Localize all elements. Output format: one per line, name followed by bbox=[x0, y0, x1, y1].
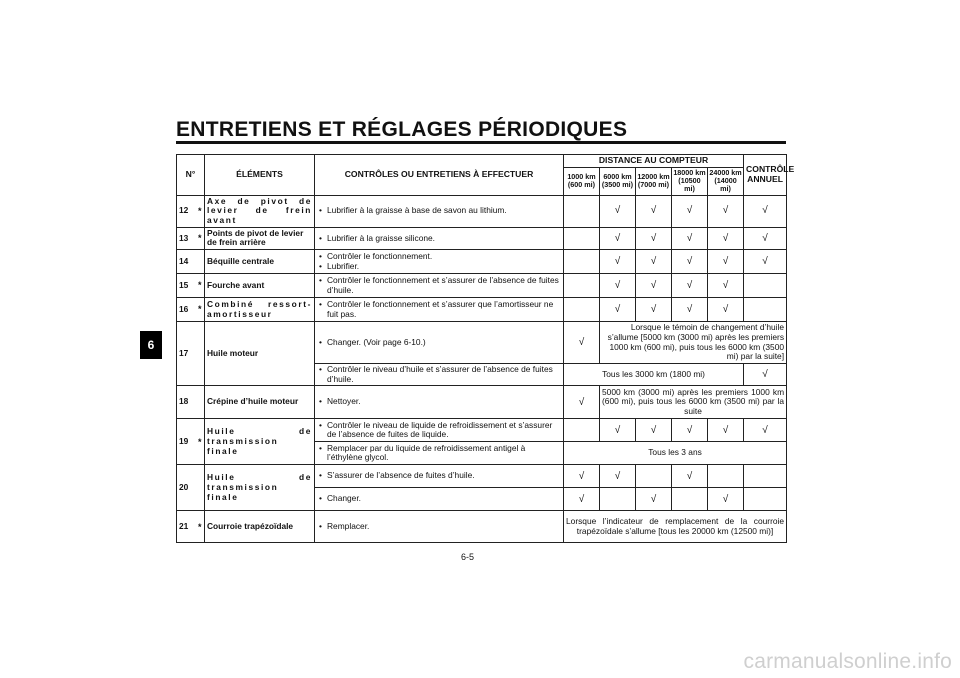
table-row: 17 Huile moteur • Changer. (Voir page 6-10.) √ Lorsque le témoin de changement d’huile s’allume [5000 km (3000 mi) après les premiers 1000 km (600 mi), puis tous les 6000 km (3500 mi) par la suite] bbox=[177, 322, 787, 364]
interval-note: Tous les 3 ans bbox=[564, 442, 787, 465]
row-item: Crépine d’huile moteur bbox=[205, 386, 315, 419]
interval-24000: 24000 km (14000 mi) bbox=[709, 167, 742, 194]
table-row: • Contrôler le niveau d’huile et s’assurer de l’absence de fuites d’huile. Tous les 3000 km (1800 mi) √ bbox=[177, 364, 787, 386]
row-item: Huile de transmission finale bbox=[205, 419, 315, 465]
table-row: 16 * Combiné ressort-amortisseur • Contrôler le fonctionnement et s’assurer que l’amortisseur ne fuit pas. √ √ √ √ bbox=[177, 298, 787, 322]
page-title: ENTRETIENS ET RÉGLAGES PÉRIODIQUES bbox=[176, 118, 628, 141]
row-item: Huile de transmission finale bbox=[205, 465, 315, 511]
table-row: 12 * Axe de pivot de levier de frein avant • Lubrifier à la graisse à base de savon au lithium. √ √ √ √ √ bbox=[177, 195, 787, 227]
watermark: carmanualsonline.info bbox=[743, 650, 952, 673]
row-item: Huile moteur bbox=[205, 322, 315, 386]
row-item: Béquille centrale bbox=[205, 250, 315, 274]
table-row: 13 * Points de pivot de levier de frein arrière • Lubrifier à la graisse silicone. √ √ √ √ √ bbox=[177, 227, 787, 249]
table-row: 18 Crépine d’huile moteur • Nettoyer. √ 5000 km (3000 mi) après les premiers 1000 km (600 mi), puis tous les 6000 km (3500 mi) par la suite bbox=[177, 386, 787, 419]
header-row bbox=[177, 155, 787, 168]
row-item: Combiné ressort-amortisseur bbox=[205, 298, 315, 322]
table-row: 21 * Courroie trapézoïdale • Remplacer. Lorsque l’indicateur de remplacement de la courroie trapézoïdale s’allume [tous les 20000 km (12500 mi)] bbox=[177, 511, 787, 543]
table-row: 14 Béquille centrale • Contrôler le fonctionnement. • Lubrifier. √ √ √ √ √ bbox=[177, 250, 787, 274]
table-row: • Changer. √ √ √ bbox=[177, 488, 787, 511]
row-item: Points de pivot de levier de frein arrière bbox=[205, 227, 315, 249]
header-annual: CONTRÔLE ANNUEL bbox=[744, 155, 787, 196]
table-row: 19 * Huile de transmission finale • Contrôler le niveau de liquide de refroidissement et s’assurer de l’absence de fuites de liquide. √ √ √ √ √ bbox=[177, 419, 787, 442]
header-checks: CONTRÔLES OU ENTRETIENS À EFFECTUER bbox=[315, 155, 564, 196]
header-odometer: DISTANCE AU COMPTEUR bbox=[564, 155, 744, 168]
table-row: 20 Huile de transmission finale • S’assurer de l’absence de fuites d’huile. √ √ √ bbox=[177, 465, 787, 488]
page-number: 6-5 bbox=[461, 552, 475, 562]
table-row: • Remplacer par du liquide de refroidissement antigel à l’éthylène glycol. Tous les 3 ans bbox=[177, 442, 787, 465]
header-no: N° bbox=[177, 155, 205, 196]
interval-1000: 1000 km (600 mi) bbox=[564, 167, 600, 195]
table-row: 15 * Fourche avant • Contrôler le fonctionnement et s’assurer de l’absence de fuites d’huile. √ √ √ √ bbox=[177, 274, 787, 298]
row-item: Fourche avant bbox=[205, 274, 315, 298]
interval-note: Lorsque le témoin de changement d’huile s’allume [5000 km (3000 mi) après les premiers 1000 km (600 mi), puis tous les 6000 km (3500 mi) par la suite] bbox=[600, 322, 787, 364]
title-rule bbox=[176, 141, 786, 144]
row-item: Axe de pivot de levier de frein avant bbox=[205, 195, 315, 227]
interval-6000: 6000 km (3500 mi) bbox=[600, 167, 636, 195]
chapter-tab: 6 bbox=[140, 331, 162, 359]
row-item: Courroie trapézoïdale bbox=[205, 511, 315, 543]
interval-note: 5000 km (3000 mi) après les premiers 1000 km (600 mi), puis tous les 6000 km (3500 mi) par la suite bbox=[600, 386, 787, 419]
header-items: ÉLÉMENTS bbox=[205, 155, 315, 196]
interval-note: Tous les 3000 km (1800 mi) bbox=[564, 364, 744, 386]
interval-18000: 18000 km (10500 mi) bbox=[673, 167, 706, 194]
interval-12000: 12000 km (7000 mi) bbox=[636, 167, 672, 195]
maintenance-table bbox=[176, 154, 795, 543]
interval-note: Lorsque l’indicateur de remplacement de la courroie trapézoïdale s’allume [tous les 20000 km (12500 mi)] bbox=[564, 511, 787, 543]
